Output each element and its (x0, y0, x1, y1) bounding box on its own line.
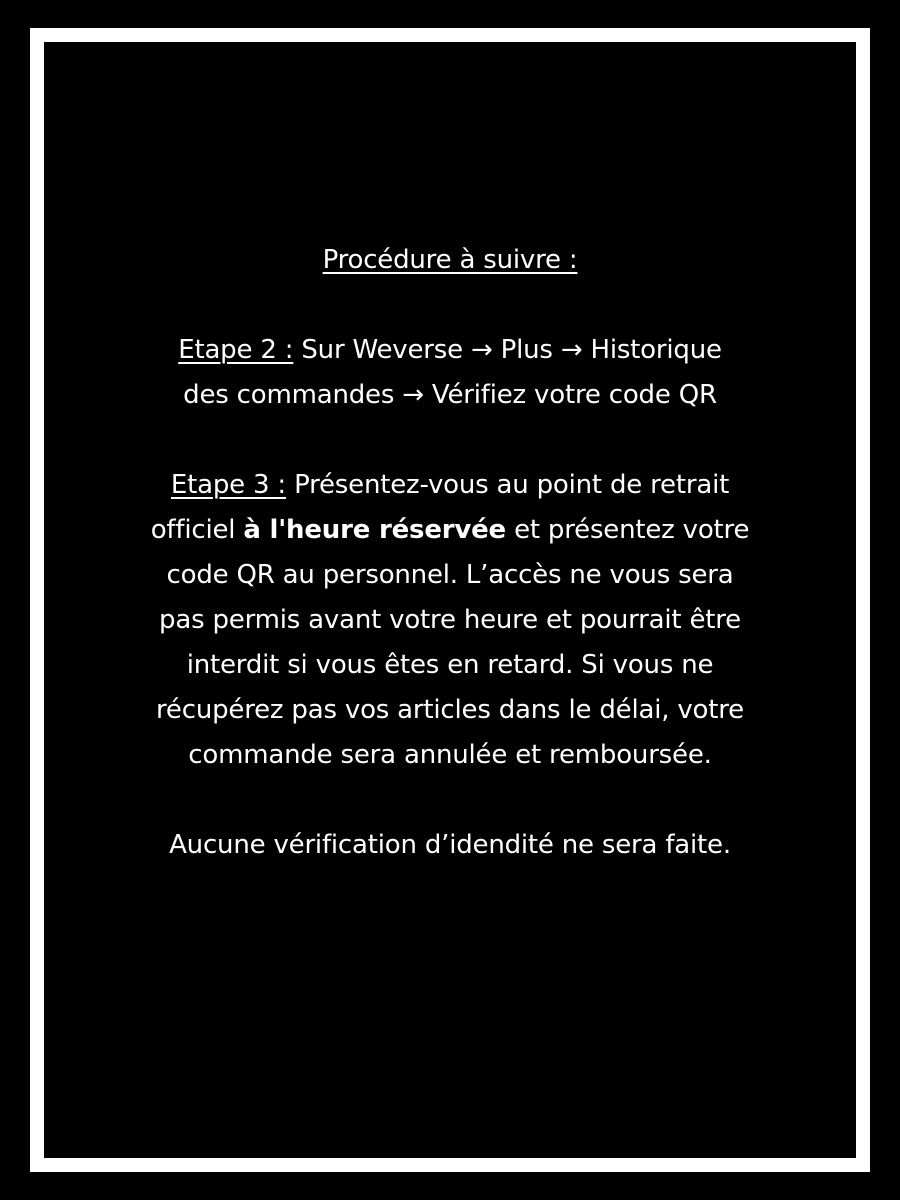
step-3-line-6: récupérez pas vos articles dans le délai, votre (156, 695, 744, 725)
step-3-line-1 (114, 463, 786, 508)
procedure-text (44, 238, 856, 868)
step-3-line-7: commande sera annulée et remboursée. (188, 740, 712, 770)
step-2-line-2: des commandes → Vérifiez votre code QR (183, 380, 717, 410)
step-2-line-1 (114, 328, 786, 373)
step-3-line-5: interdit si vous êtes en retard. Si vous ne (186, 650, 714, 680)
step-3-text: Présentez-vous au point de retrait (286, 470, 730, 500)
reserved-time-emphasis: à l'heure réservée (243, 515, 506, 545)
step-3-block (114, 463, 786, 778)
footer-note-block (114, 823, 786, 868)
step-3-line-2-pre: officiel (150, 515, 244, 545)
white-frame-border (30, 28, 870, 1172)
step-2-label: Etape 2 : (178, 335, 294, 365)
step-2-block (114, 328, 786, 418)
identity-check-note: Aucune vérification d’idendité ne sera faite. (169, 830, 731, 860)
step-3-line-2-post: et présentez votre (506, 515, 750, 545)
step-3-line-4: pas permis avant votre heure et pourrait être (159, 605, 741, 635)
step-3-line-3: code QR au personnel. L’accès ne vous sera (166, 560, 734, 590)
step-3-line-2 (114, 508, 786, 553)
procedure-heading: Procédure à suivre : (322, 245, 578, 275)
step-3-label: Etape 3 : (170, 470, 286, 500)
step-2-text: Sur Weverse → Plus → Historique (293, 335, 722, 365)
heading-block (114, 238, 786, 283)
